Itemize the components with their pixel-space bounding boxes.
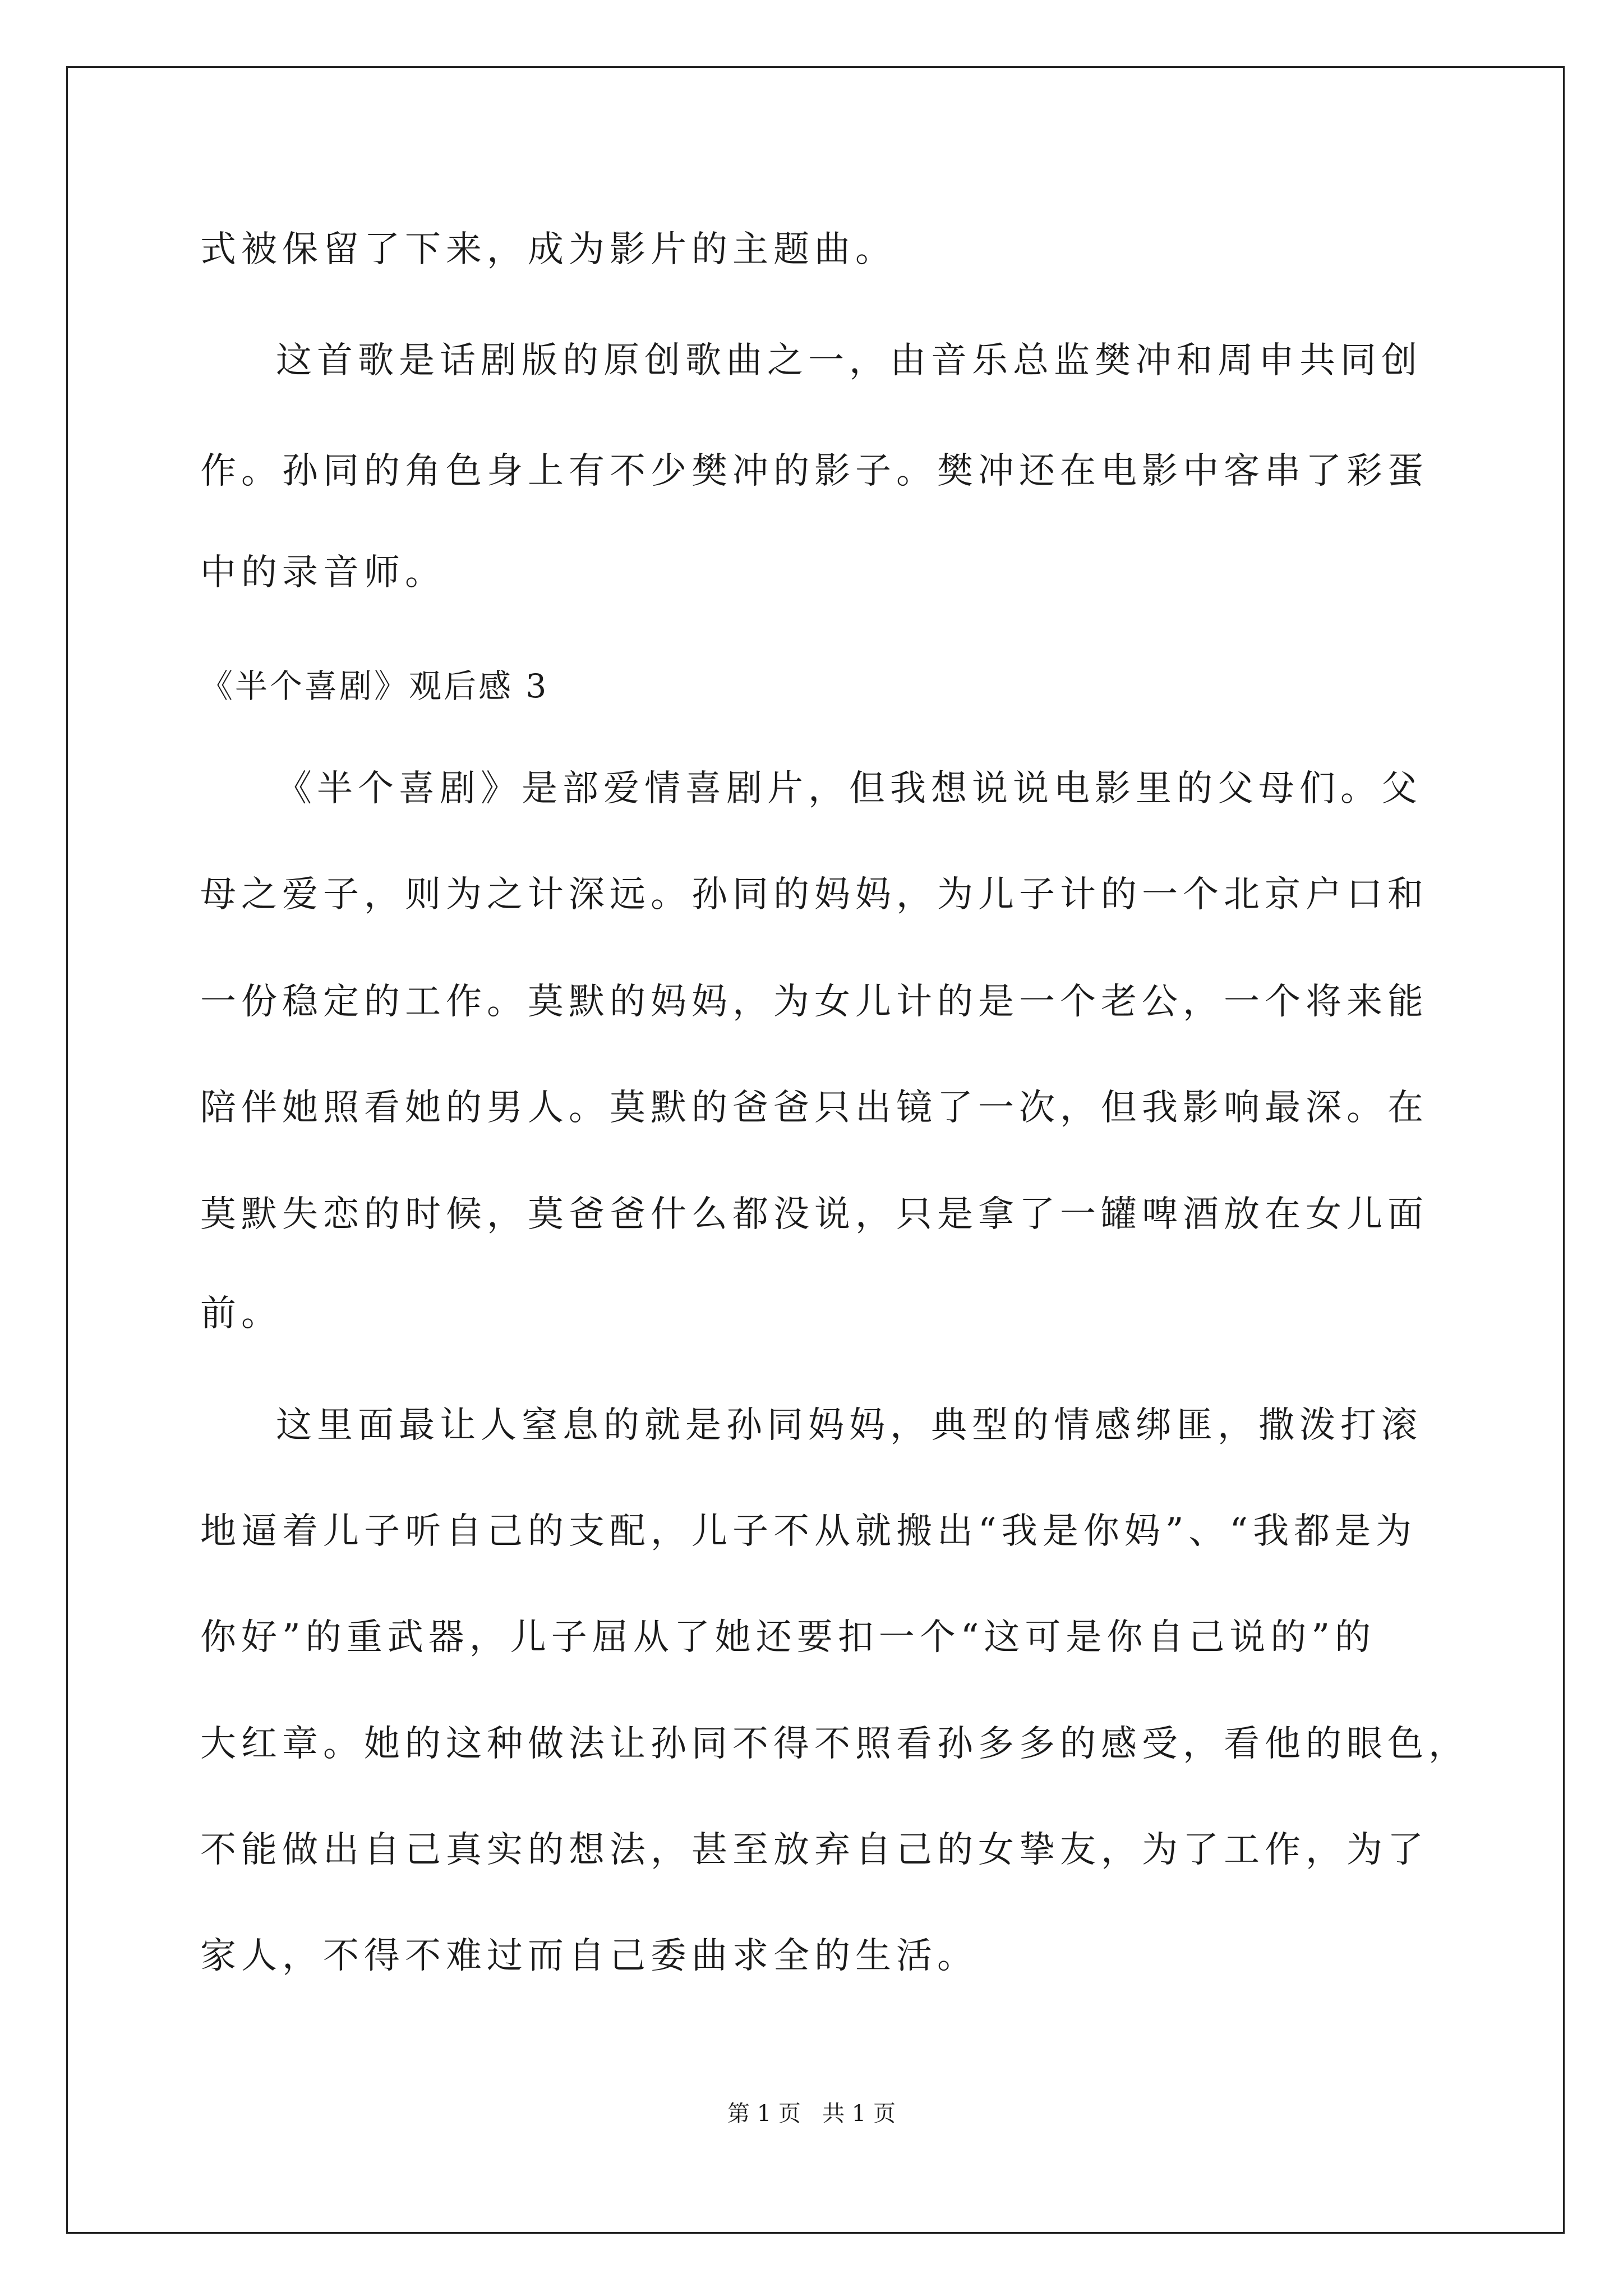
page-border <box>66 66 1565 2234</box>
paragraph-line: 家人，不得不难过而自己委曲求全的生活。 <box>200 1935 978 1977</box>
paragraph-line: 你好”的重武器，儿子屈从了她还要扣一个“这可是你自己说的”的 <box>200 1617 1376 1658</box>
paragraph-line: 莫默失恋的时候，莫爸爸什么都没说，只是拿了一罐啤酒放在女儿面 <box>200 1194 1428 1235</box>
paragraph-line: 式被保留了下来，成为影片的主题曲。 <box>200 229 896 270</box>
paragraph-line: 中的录音师。 <box>200 552 446 593</box>
paragraph-line: 这首歌是话剧版的原创歌曲之一，由音乐总监樊冲和周申共同创 <box>276 340 1422 381</box>
paragraph-line: 不能做出自己真实的想法，甚至放弃自己的女挚友，为了工作，为了 <box>200 1829 1428 1871</box>
paragraph-line: 母之爱子，则为之计深远。孙同的妈妈，为儿子计的一个北京户口和 <box>200 874 1428 915</box>
paragraph-line: 作。孙同的角色身上有不少樊冲的影子。樊冲还在电影中客串了彩蛋 <box>200 450 1428 492</box>
paragraph-line: 陪伴她照看她的男人。莫默的爸爸只出镜了一次，但我影响最深。在 <box>200 1087 1428 1129</box>
paragraph-line: 前。 <box>200 1293 282 1335</box>
paragraph-line: 地逼着儿子听自己的支配，儿子不从就搬出“我是你妈”、“我都是为 <box>200 1511 1417 1552</box>
paragraph-line: 大红章。她的这种做法让孙同不得不照看孙多多的感受，看他的眼色， <box>200 1723 1469 1765</box>
paragraph-line: 这里面最让人窒息的就是孙同妈妈，典型的情感绑匪，撒泼打滚 <box>276 1405 1422 1446</box>
paragraph-line: 一份稳定的工作。莫默的妈妈，为女儿计的是一个老公，一个将来能 <box>200 981 1428 1023</box>
section-heading: 《半个喜剧》观后感 3 <box>200 667 549 705</box>
paragraph-line: 《半个喜剧》是部爱情喜剧片，但我想说说电影里的父母们。父 <box>276 768 1422 809</box>
page-number-footer: 第 1 页 共 1 页 <box>727 2101 896 2127</box>
